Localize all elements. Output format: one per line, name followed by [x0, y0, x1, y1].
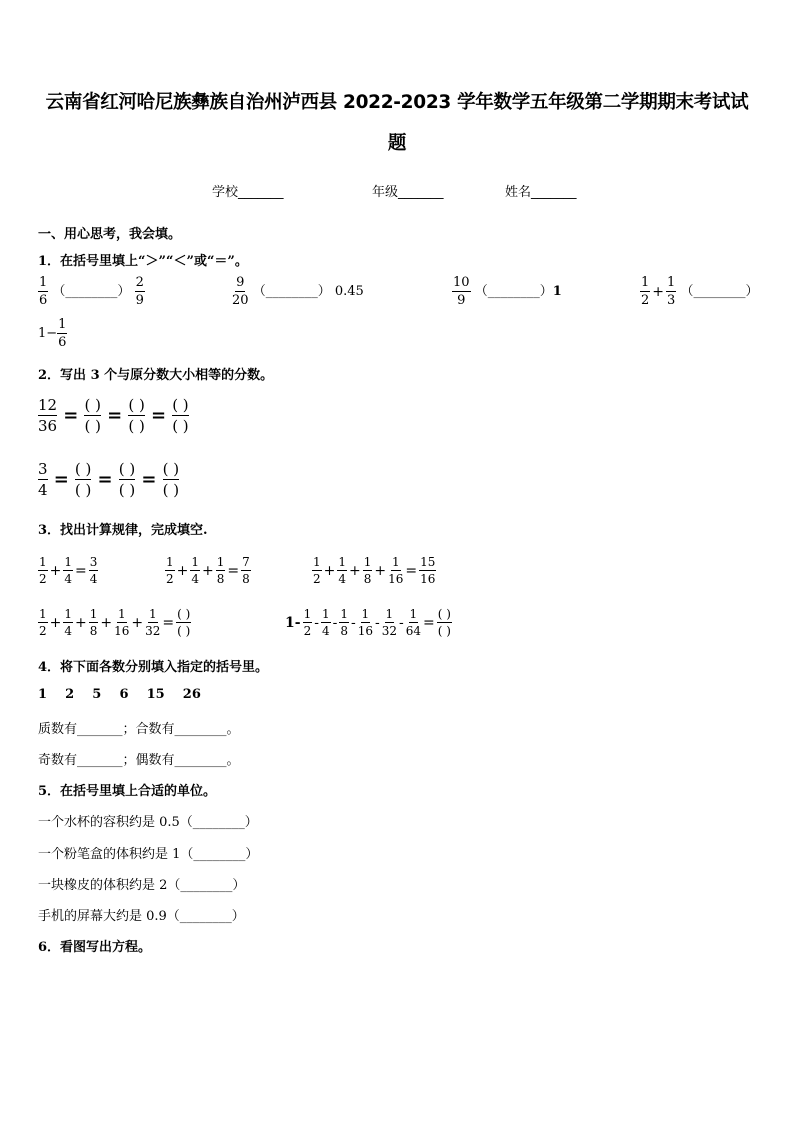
q4-numbers: 1 2 5 6 15 26	[38, 687, 201, 702]
name-label: 姓名	[505, 185, 532, 200]
answer-fraction[interactable]: ( ) ( )	[74, 460, 92, 499]
name-field	[505, 181, 577, 200]
q2-row-2: $\frac{3}{4}$ = ( ) ( ) = ( ) ( ) = ( ) ( )	[38, 460, 180, 499]
answer-fraction[interactable]: $\frac{( )}{( )}$	[437, 607, 451, 638]
answer-fraction[interactable]: ( ) ( )	[172, 396, 189, 435]
q1-item-c	[452, 276, 562, 307]
q5-item-2[interactable]: 一个粉笔盒的体积约是 1（________）	[38, 847, 259, 862]
fraction: $\frac{2}{9}$	[135, 275, 144, 308]
q3-eq-1: $\frac{1}{2}$ + $\frac{1}{4}$ = $\frac{3}{4}$	[39, 555, 98, 586]
fraction: $\frac{1}{2}$	[641, 275, 650, 308]
fraction: $\frac{12}{36}$	[38, 396, 58, 435]
grade-field	[372, 181, 444, 200]
q3-eq-2: $\frac{1}{2}$ + $\frac{1}{4}$ + $\frac{1}{8}$ = $\frac{7}{8}$	[166, 555, 250, 586]
answer-blank[interactable]: （________）	[52, 284, 131, 299]
q5-item-4[interactable]: 手机的屏幕大约是 0.9（________）	[38, 909, 245, 924]
expression: 1−	[38, 326, 58, 341]
school-field	[212, 181, 284, 200]
answer-fraction[interactable]: ( ) ( )	[118, 460, 136, 499]
q5-item-1[interactable]: 一个水杯的容积约是 0.5（________）	[38, 815, 258, 830]
q4-line-2[interactable]: 奇数有_______；偶数有________。	[38, 753, 240, 768]
school-blank: _______	[238, 185, 284, 200]
answer-fraction[interactable]: ( ) ( )	[84, 396, 101, 435]
value: 0.45	[334, 284, 364, 299]
answer-blank[interactable]: （________）	[474, 284, 553, 299]
value: 1	[552, 284, 562, 299]
school-label: 学校	[212, 185, 239, 200]
grade-blank: _______	[398, 185, 444, 200]
question-4-text: 4．将下面各数分别填入指定的括号里。	[38, 660, 269, 675]
q3-eq-5: 1- $\frac{1}{2}$ - $\frac{1}{4}$ - $\frac{1}{8}$ - $\frac{1}{16}$ - $\frac{1}{32}$ - $\frac{1}{64}$ = $\frac{( )}{( )}$	[285, 607, 451, 638]
fraction: $\frac{10}{9}$	[453, 275, 470, 308]
question-2-text: 2．写出 3 个与原分数大小相等的分数。	[38, 368, 274, 383]
q3-eq-3: $\frac{1}{2}$ + $\frac{1}{4}$ + $\frac{1}{8}$ + $\frac{1}{16}$ = $\frac{15}{16}$	[313, 555, 436, 586]
question-1-text: 1．在括号里填上“＞”“＜”或“＝”。	[38, 254, 248, 269]
q3-eq-4: $\frac{1}{2}$ + $\frac{1}{4}$ + $\frac{1}{8}$ + $\frac{1}{16}$ + $\frac{1}{32}$ = $\frac{( )}{( )}$	[39, 607, 191, 638]
question-3-text: 3．找出计算规律，完成填空.	[38, 523, 208, 538]
section-heading: 一、用心思考，我会填。	[38, 227, 182, 242]
q1-item-d: $\frac{1}{2}$ + $\frac{1}{3}$ （________）	[641, 275, 759, 308]
document-title-line2: 题	[387, 133, 407, 154]
fraction: $\frac{1}{6}$	[58, 317, 67, 350]
answer-fraction[interactable]: $\frac{( )}{( )}$	[177, 607, 191, 638]
fraction: $\frac{3}{4}$	[38, 460, 48, 499]
fraction: $\frac{9}{20}$	[232, 275, 249, 308]
question-6-text: 6．看图写出方程。	[38, 940, 152, 955]
grade-label: 年级	[372, 185, 399, 200]
answer-fraction[interactable]: ( ) ( )	[128, 396, 145, 435]
answer-blank[interactable]: （________）	[252, 284, 331, 299]
answer-blank[interactable]: （________）	[680, 284, 759, 299]
q1-item-d-right	[38, 318, 67, 349]
q1-item-b	[232, 276, 364, 307]
q2-row-1: $\frac{12}{36}$ = ( ) ( ) = ( ) ( ) = ( ) ( )	[38, 396, 189, 435]
q1-item-a	[38, 276, 145, 307]
name-blank: _______	[531, 185, 577, 200]
document-title-line1: 云南省红河哈尼族彝族自治州泸西县 2022-2023 学年数学五年级第二学期期末考试试	[45, 92, 749, 113]
fraction: $\frac{1}{3}$	[667, 275, 676, 308]
fraction: $\frac{1}{6}$	[39, 275, 48, 308]
question-5-text: 5．在括号里填上合适的单位。	[38, 784, 217, 799]
answer-fraction[interactable]: ( ) ( )	[162, 460, 180, 499]
q5-item-3[interactable]: 一块橡皮的体积约是 2（________）	[38, 878, 246, 893]
q4-line-1[interactable]: 质数有_______；合数有________。	[38, 722, 240, 737]
